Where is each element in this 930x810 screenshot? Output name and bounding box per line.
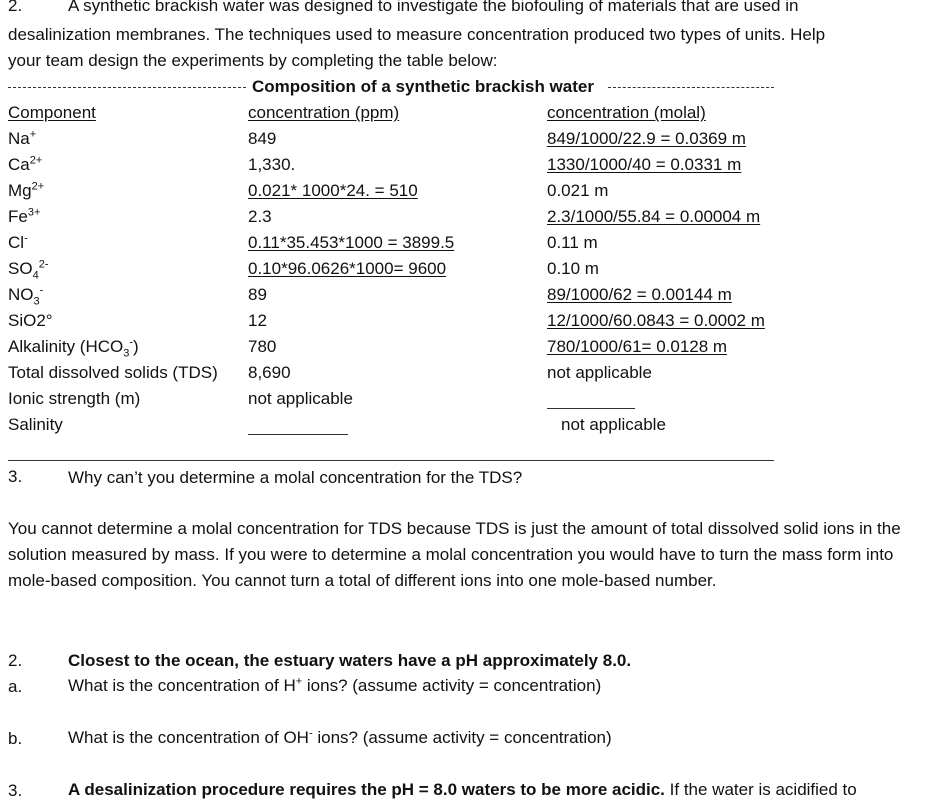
table-row-component: $SO_4^{2-}$ — [8, 258, 49, 282]
table-cell-ppm: not applicable — [248, 389, 353, 408]
table-cell-molal: not applicable — [547, 363, 652, 382]
table-cell-molal: 780/1000/61= 0.0128 m — [547, 337, 728, 356]
q2b-b-label: b. — [8, 729, 23, 748]
q3b-number: 3. — [8, 781, 23, 800]
question-text-line1: A synthetic brackish water was designed to investigate the biofouling of materials that are used in — [68, 0, 799, 15]
table-row-component: $Fe^{3+}$ — [8, 206, 41, 226]
table-cell-ppm: 0.10*96.0626*1000= 9600 — [248, 259, 447, 278]
blank-salinity-ppm — [248, 434, 348, 435]
header-molal: concentration (molal) — [547, 103, 706, 122]
q3-answer: You cannot determine a molal concentration for TDS because TDS is just the amount of total dissolved solid ions in the solution measured by mass. If you were to determine a molal concentration you would have to turn the mass form into mole-based composition. You cannot turn a total of different ions into one mole-based number. — [8, 519, 901, 590]
table-cell-molal: 0.11 m — [547, 233, 598, 252]
q2b-a-question: What is the concentration of H+ ions? (assume activity = concentration) — [68, 675, 602, 695]
table-row-component: Na+ — [8, 128, 37, 148]
q3-question: Why can’t you determine a molal concentration for the TDS? — [68, 468, 523, 487]
table-cell-molal: not applicable — [561, 415, 666, 434]
table-cell-ppm: 780 — [248, 337, 277, 356]
table-row-component: $Ca^{2+}$ — [8, 154, 43, 174]
table-cell-ppm: 1,330. — [248, 155, 296, 174]
table-row-component: $NO_3^-$ — [8, 284, 44, 308]
table-cell-molal: 0.10 m — [547, 259, 599, 278]
title-dash-left — [8, 87, 246, 88]
table-cell-molal: 0.021 m — [547, 181, 609, 200]
header-ppm: concentration (ppm) — [248, 103, 400, 122]
section-divider — [8, 460, 774, 461]
q2b-b-question: What is the concentration of OH- ions? (assume activity = concentration) — [68, 727, 612, 747]
table-cell-ppm: 0.11*35.453*1000 = 3899.5 — [248, 233, 455, 252]
table-row-component: Total dissolved solids (TDS) — [8, 363, 218, 382]
table-row-component: SiO2° — [8, 311, 53, 330]
table-title: Composition of a synthetic brackish water — [252, 77, 594, 96]
table-cell-ppm: 89 — [248, 285, 267, 304]
table-cell-ppm: 12 — [248, 311, 267, 330]
table-cell-ppm: 0.021* 1000*24. = 510 — [248, 181, 418, 200]
question-number: 2. — [8, 0, 23, 15]
table-cell-molal: 849/1000/22.9 = 0.0369 m — [547, 129, 746, 148]
table-cell-molal: 89/1000/62 = 0.00144 m — [547, 285, 732, 304]
table-row-component: Cl- — [8, 232, 28, 252]
table-row-component: Salinity — [8, 415, 63, 434]
table-cell-ppm: 849 — [248, 129, 277, 148]
table-row-component: Ionic strength (m) — [8, 389, 141, 408]
q3b-statement: A desalinization procedure requires the pH = 8.0 waters to be more acidic. If the water is acidified to — [68, 780, 857, 799]
blank-ionic-strength-molal — [547, 408, 635, 409]
title-dash-right — [608, 87, 774, 88]
table-cell-ppm: 8,690 — [248, 363, 291, 382]
table-cell-ppm: 2.3 — [248, 207, 272, 226]
table-row-component: $Mg^{2+}$ — [8, 180, 45, 200]
q2b-statement: Closest to the ocean, the estuary waters have a pH approximately 8.0. — [68, 651, 632, 670]
q2b-a-label: a. — [8, 677, 23, 696]
question-text-line2: desalinization membranes. The techniques used to measure concentration produced two types of units. Help — [8, 25, 826, 44]
table-cell-molal: 12/1000/60.0843 = 0.0002 m — [547, 311, 765, 330]
q2b-number: 2. — [8, 651, 23, 670]
q3-number: 3. — [8, 467, 23, 486]
table-cell-molal: 1330/1000/40 = 0.0331 m — [547, 155, 742, 174]
table-cell-molal: 2.3/1000/55.84 = 0.00004 m — [547, 207, 761, 226]
table-row-component: Alkalinity $(HCO_3^-)$ — [8, 336, 139, 360]
header-component: Component — [8, 103, 96, 122]
question-text-line3: your team design the experiments by completing the table below: — [8, 51, 498, 70]
